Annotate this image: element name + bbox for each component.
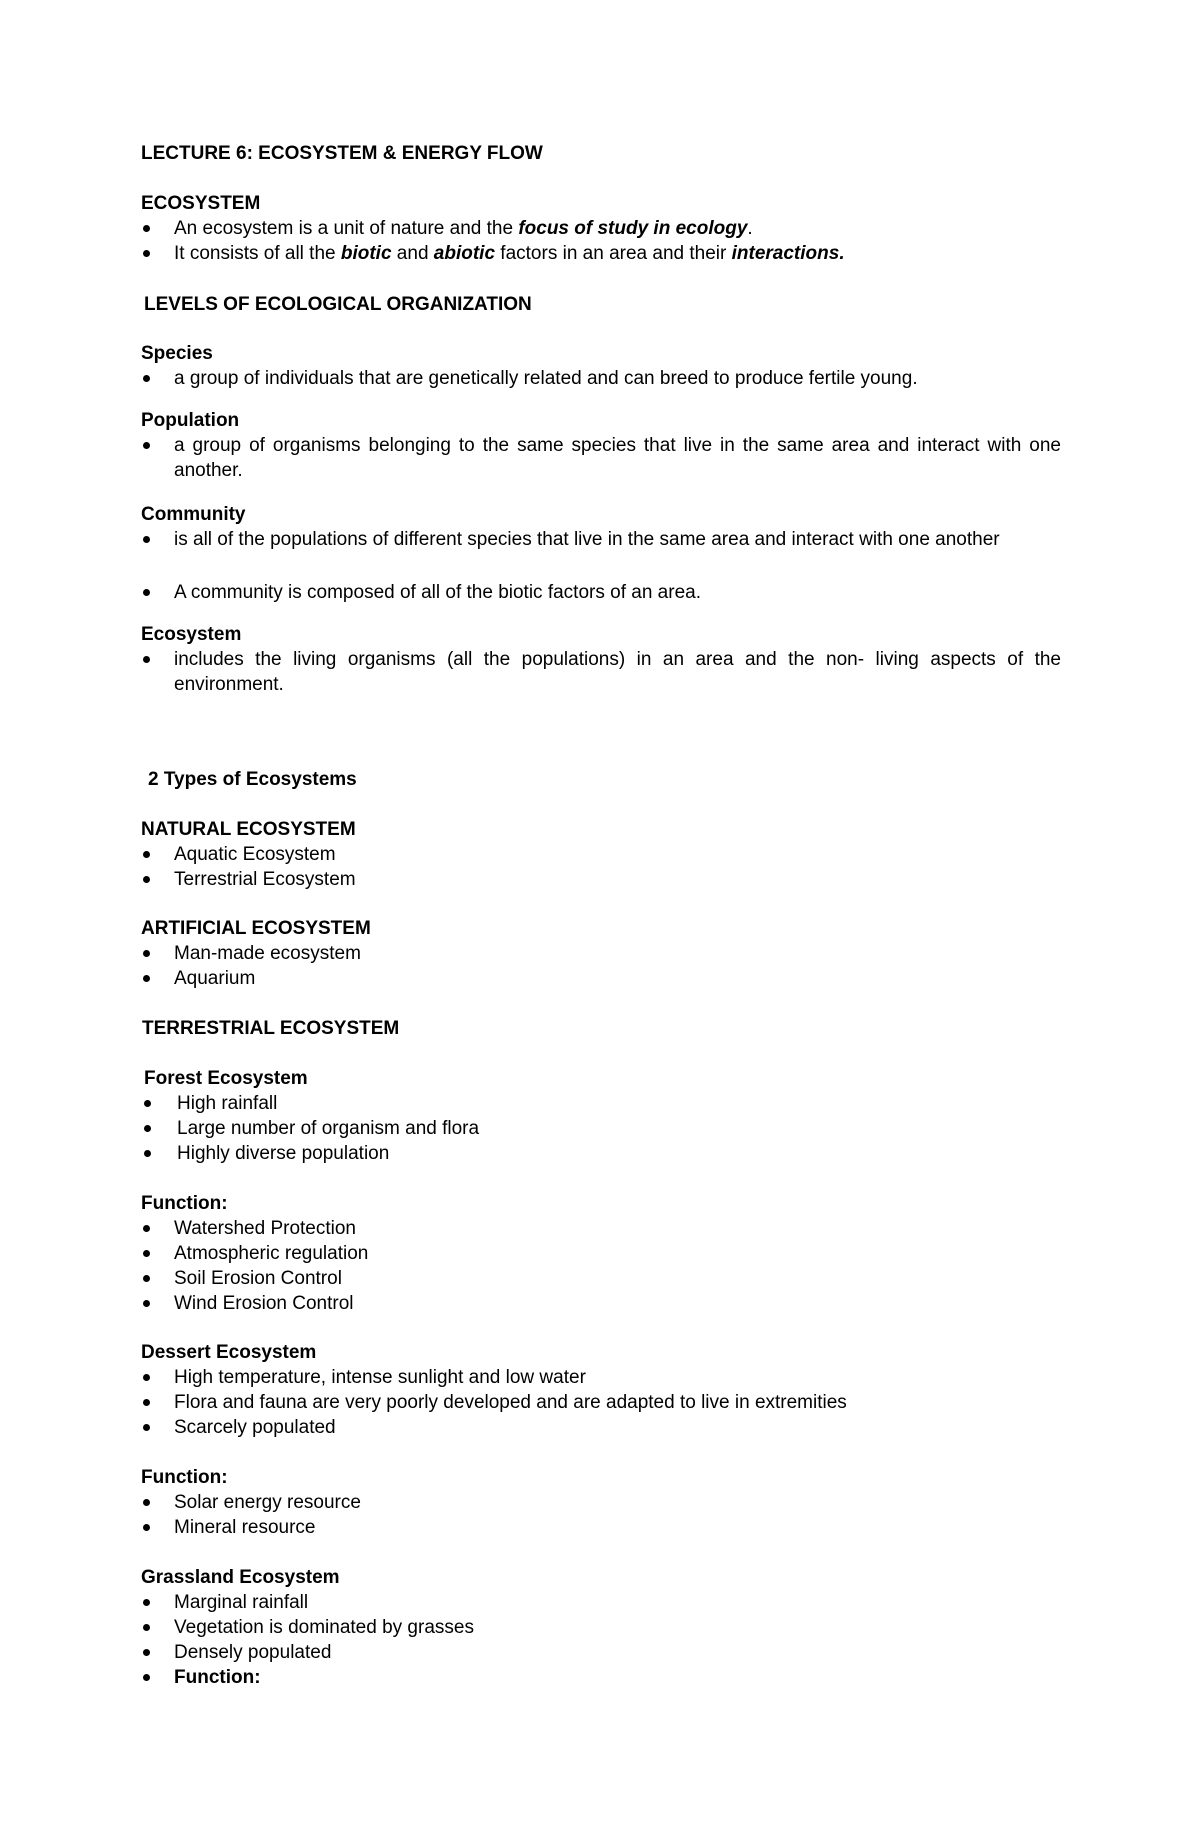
species-heading: Species — [141, 343, 213, 364]
population-heading: Population — [141, 410, 240, 431]
community-bullet-2: A community is composed of all of the biotic factors of an area. — [174, 582, 701, 603]
ecosystem-level-bullet: includes the living organisms (all the populations) in an area and the non- living aspects of the environment. — [174, 649, 1061, 695]
grassland-heading: Grassland Ecosystem — [141, 1567, 340, 1588]
lecture-title: LECTURE 6: ECOSYSTEM & ENERGY FLOW — [141, 143, 543, 164]
forest-heading: Forest Ecosystem — [144, 1068, 308, 1089]
artificial-heading: ARTIFICIAL ECOSYSTEM — [141, 918, 371, 939]
levels-heading: LEVELS OF ECOLOGICAL ORGANIZATION — [144, 294, 532, 315]
grassland-bullet-3: Densely populated — [174, 1642, 332, 1663]
artificial-bullet-1: Man-made ecosystem — [174, 943, 361, 964]
community-heading: Community — [141, 504, 246, 525]
forest-bullet-3: Highly diverse population — [177, 1143, 390, 1164]
community-bullet-1: is all of the populations of different species that live in the same area and interact with one another — [174, 527, 1061, 552]
artificial-bullet-2: Aquarium — [174, 968, 256, 989]
ecosystem-bullet-2: It consists of all the biotic and abiotic factors in an area and their interactions. — [174, 243, 845, 264]
desert-function-heading: Function: — [141, 1467, 228, 1488]
forest-function-2: Atmospheric regulation — [174, 1243, 369, 1264]
ecosystem-bullet-1: An ecosystem is a unit of nature and the focus of study in ecology. — [174, 218, 753, 239]
types-heading: 2 Types of Ecosystems — [148, 769, 357, 790]
desert-bullet-2: Flora and fauna are very poorly developed and are adapted to live in extremities — [174, 1392, 847, 1413]
forest-bullet-1: High rainfall — [177, 1093, 278, 1114]
forest-function-heading: Function: — [141, 1193, 228, 1214]
population-bullet: a group of organisms belonging to the same species that live in the same area and interact with one another. — [174, 435, 1061, 481]
desert-function-1: Solar energy resource — [174, 1492, 361, 1513]
forest-function-4: Wind Erosion Control — [174, 1293, 354, 1314]
grassland-bullet-2: Vegetation is dominated by grasses — [174, 1617, 474, 1638]
natural-bullet-1: Aquatic Ecosystem — [174, 844, 336, 865]
desert-bullet-1: High temperature, intense sunlight and low water — [174, 1367, 586, 1388]
forest-bullet-2: Large number of organism and flora — [177, 1118, 480, 1139]
ecosystem-heading: ECOSYSTEM — [141, 193, 261, 214]
terrestrial-heading: TERRESTRIAL ECOSYSTEM — [142, 1018, 400, 1039]
forest-function-1: Watershed Protection — [174, 1218, 356, 1239]
desert-bullet-3: Scarcely populated — [174, 1417, 336, 1438]
ecosystem-level-heading: Ecosystem — [141, 624, 242, 645]
grassland-bullet-1: Marginal rainfall — [174, 1592, 309, 1613]
natural-heading: NATURAL ECOSYSTEM — [141, 819, 356, 840]
desert-function-2: Mineral resource — [174, 1517, 316, 1538]
species-bullet: a group of individuals that are genetically related and can breed to produce fertile young. — [174, 368, 918, 389]
natural-bullet-2: Terrestrial Ecosystem — [174, 869, 356, 890]
grassland-function-bullet: Function: — [174, 1667, 261, 1688]
desert-heading: Dessert Ecosystem — [141, 1342, 317, 1363]
forest-function-3: Soil Erosion Control — [174, 1268, 342, 1289]
